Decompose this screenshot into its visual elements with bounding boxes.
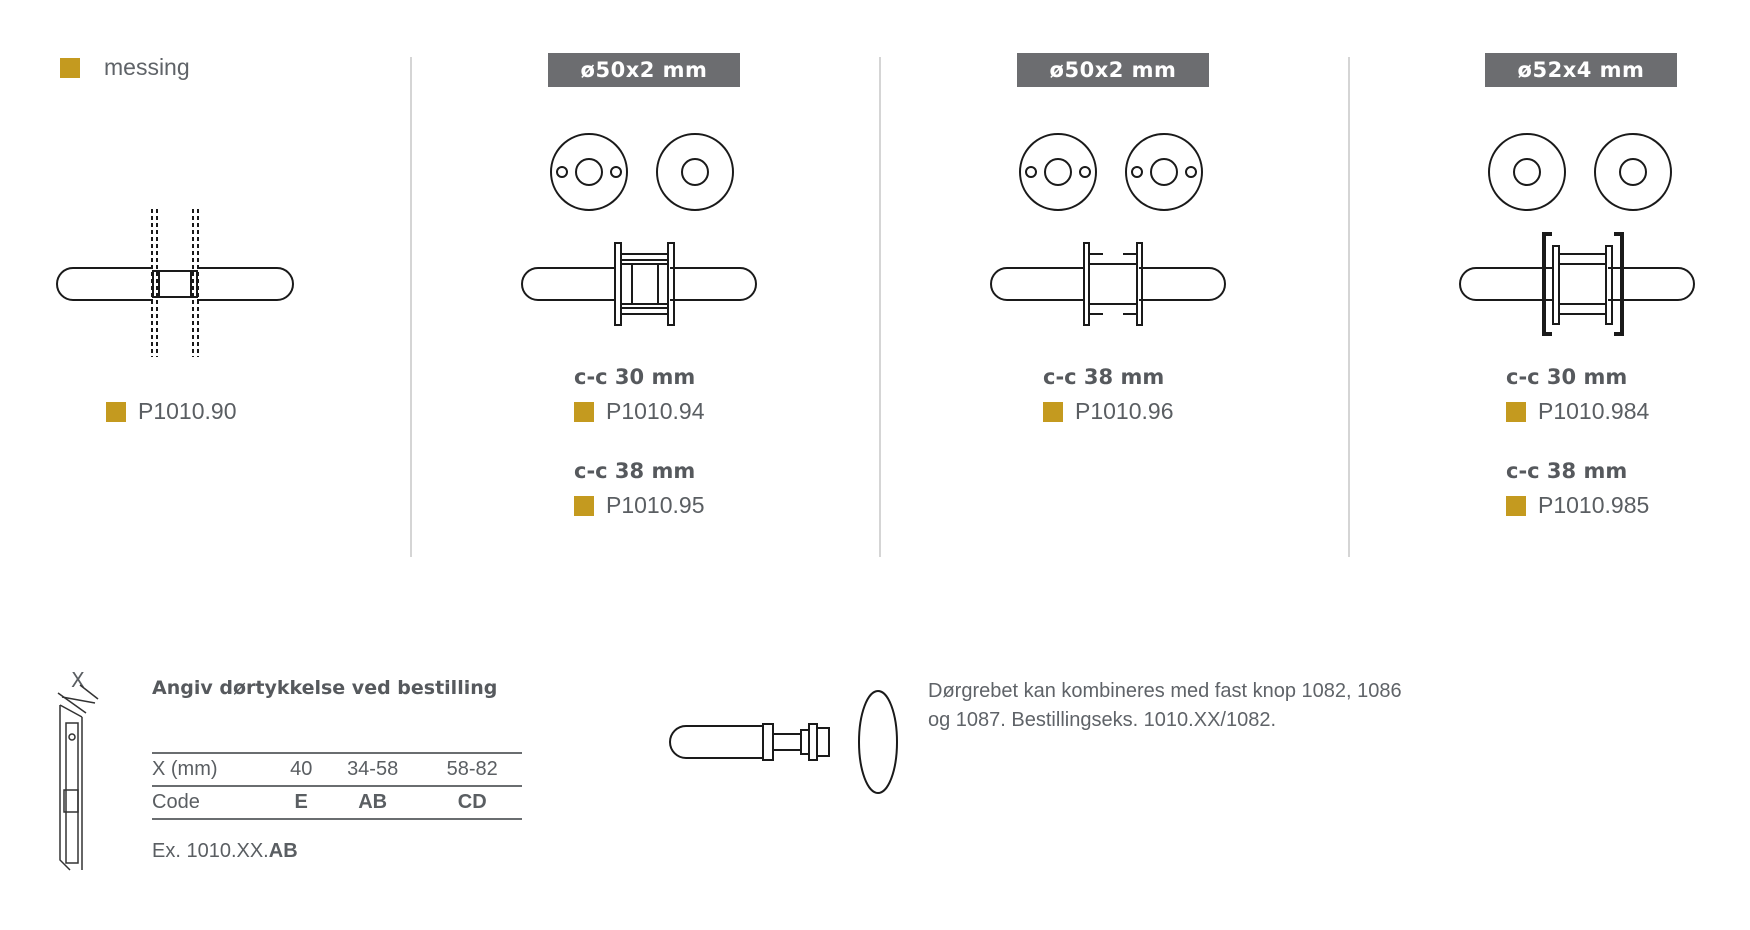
dimension-badge: ø50x2 mm	[1017, 53, 1209, 87]
legend-swatch-brass	[60, 58, 80, 78]
cc-label: c-c 38 mm	[1043, 365, 1165, 389]
table-cell: CD	[422, 786, 522, 819]
cc-label: c-c 38 mm	[1506, 459, 1628, 483]
table-cell: 34-58	[323, 753, 423, 786]
product-code-text: P1010.984	[1538, 398, 1650, 424]
product-code	[1506, 398, 1649, 425]
order-example-prefix: Ex. 1010.XX.	[152, 840, 269, 862]
door-thickness-title: Angiv dørtykkelse ved bestilling	[152, 677, 498, 699]
brass-swatch	[106, 402, 126, 422]
door-thickness-x-label: X	[71, 668, 85, 692]
column-divider	[410, 57, 412, 557]
product-code-text: P1010.94	[606, 398, 705, 424]
rosette-handle-drawing	[520, 130, 770, 330]
cc-label: c-c 30 mm	[574, 365, 696, 389]
order-example	[152, 840, 298, 863]
order-example-code: AB	[268, 840, 298, 862]
product-code	[1043, 398, 1173, 425]
combination-note-line: og 1087. Bestillingseks. 1010.XX/1082.	[928, 709, 1277, 731]
legend	[60, 54, 190, 81]
brass-swatch	[574, 496, 594, 516]
table-cell: E	[280, 786, 323, 819]
brass-swatch	[1506, 402, 1526, 422]
brass-swatch	[574, 402, 594, 422]
table-cell: Code	[152, 786, 280, 819]
rosette-handle-cover-drawing	[1458, 130, 1708, 340]
door-thickness-diagram	[50, 665, 110, 875]
product-code	[574, 398, 704, 425]
product-code-text: P1010.96	[1075, 398, 1174, 424]
dimension-badge: ø52x4 mm	[1485, 53, 1677, 87]
product-code-text: P1010.95	[606, 492, 705, 518]
dimension-badge: ø50x2 mm	[548, 53, 740, 87]
cc-label: c-c 30 mm	[1506, 365, 1628, 389]
door-thickness-table	[152, 752, 522, 820]
column-divider	[879, 57, 881, 557]
table-row	[152, 753, 522, 786]
product-code	[1506, 492, 1649, 519]
table-cell: 40	[280, 753, 323, 786]
product-code-text: P1010.985	[1538, 492, 1650, 518]
knob-combination-drawing	[668, 680, 908, 800]
brass-swatch	[1506, 496, 1526, 516]
product-code	[106, 398, 236, 425]
product-code-text: P1010.90	[138, 398, 237, 424]
table-row	[152, 786, 522, 819]
legend-label: messing	[104, 54, 190, 80]
rosette-handle-screw-drawing	[989, 130, 1239, 330]
table-cell: X (mm)	[152, 753, 280, 786]
brass-swatch	[1043, 402, 1063, 422]
lever-handle-drawing	[55, 205, 295, 365]
cc-label: c-c 38 mm	[574, 459, 696, 483]
table-cell: AB	[323, 786, 423, 819]
combination-note	[928, 677, 1448, 735]
column-divider	[1348, 57, 1350, 557]
product-code	[574, 492, 704, 519]
table-cell: 58-82	[422, 753, 522, 786]
combination-note-line: Dørgrebet kan kombineres med fast knop 1082, 1086	[928, 680, 1402, 702]
